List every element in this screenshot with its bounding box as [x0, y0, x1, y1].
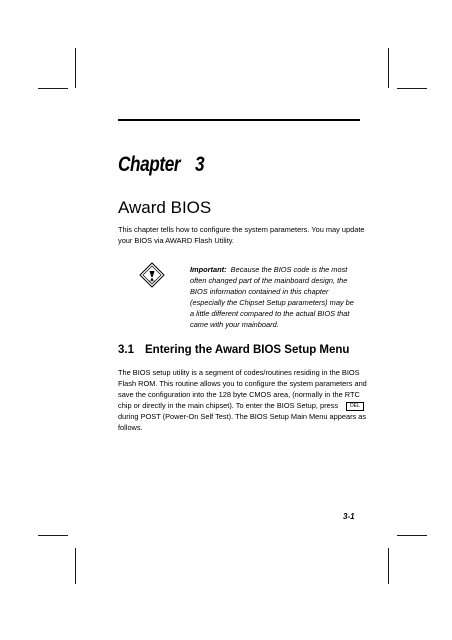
page-title: Award BIOS — [118, 198, 212, 217]
note-line: a little different compared to the actual BIOS that — [190, 309, 350, 318]
crop-mark — [75, 548, 76, 584]
crop-mark — [38, 88, 68, 89]
chapter-rule — [118, 119, 360, 121]
section-heading — [118, 344, 349, 356]
text-line: chip or directly in the main chipset). To enter the BIOS Setup, press — [118, 401, 339, 410]
note-line: often changed part of the mainboard design, the — [190, 276, 348, 285]
note-line: Because the BIOS code is the most — [230, 265, 348, 274]
text-line: Flash ROM. This routine allows you to configure the system parameters and — [118, 379, 367, 388]
text-line: your BIOS via AWARD Flash Utility. — [118, 236, 234, 245]
section-paragraph — [118, 367, 367, 433]
chapter-heading — [118, 153, 204, 177]
note-label: Important: — [190, 265, 227, 274]
note-line: BIOS information contained in this chapter — [190, 287, 329, 296]
chapter-label: Chapter — [118, 153, 181, 176]
section-number: 3.1 — [118, 344, 134, 356]
text-line: The BIOS setup utility is a segment of codes/routines residing in the BIOS — [118, 368, 360, 377]
crop-mark — [38, 535, 68, 536]
text-line: during POST (Power-On Self Test). The BIOS Setup Main Menu appears as — [118, 412, 367, 421]
crop-mark — [397, 535, 427, 536]
note-line: (especially the Chipset Setup parameters) may be — [190, 298, 354, 307]
text-line: follows. — [118, 423, 143, 432]
del-key: DEL — [346, 402, 364, 411]
important-note — [190, 264, 358, 330]
intro-paragraph — [118, 224, 365, 246]
crop-mark — [388, 548, 389, 584]
chapter-number: 3 — [194, 153, 205, 176]
page-number: 3-1 — [343, 512, 355, 521]
caution-icon — [139, 262, 165, 288]
crop-mark — [388, 48, 389, 88]
section-title: Entering the Award BIOS Setup Menu — [145, 344, 350, 356]
text-line: This chapter tells how to configure the system parameters. You may update — [118, 225, 365, 234]
text-line: save the configuration into the 128 byte CMOS area, (normally in the RTC — [118, 390, 360, 399]
note-line: came with your mainboard. — [190, 320, 279, 329]
crop-mark — [397, 88, 427, 89]
crop-mark — [75, 48, 76, 88]
